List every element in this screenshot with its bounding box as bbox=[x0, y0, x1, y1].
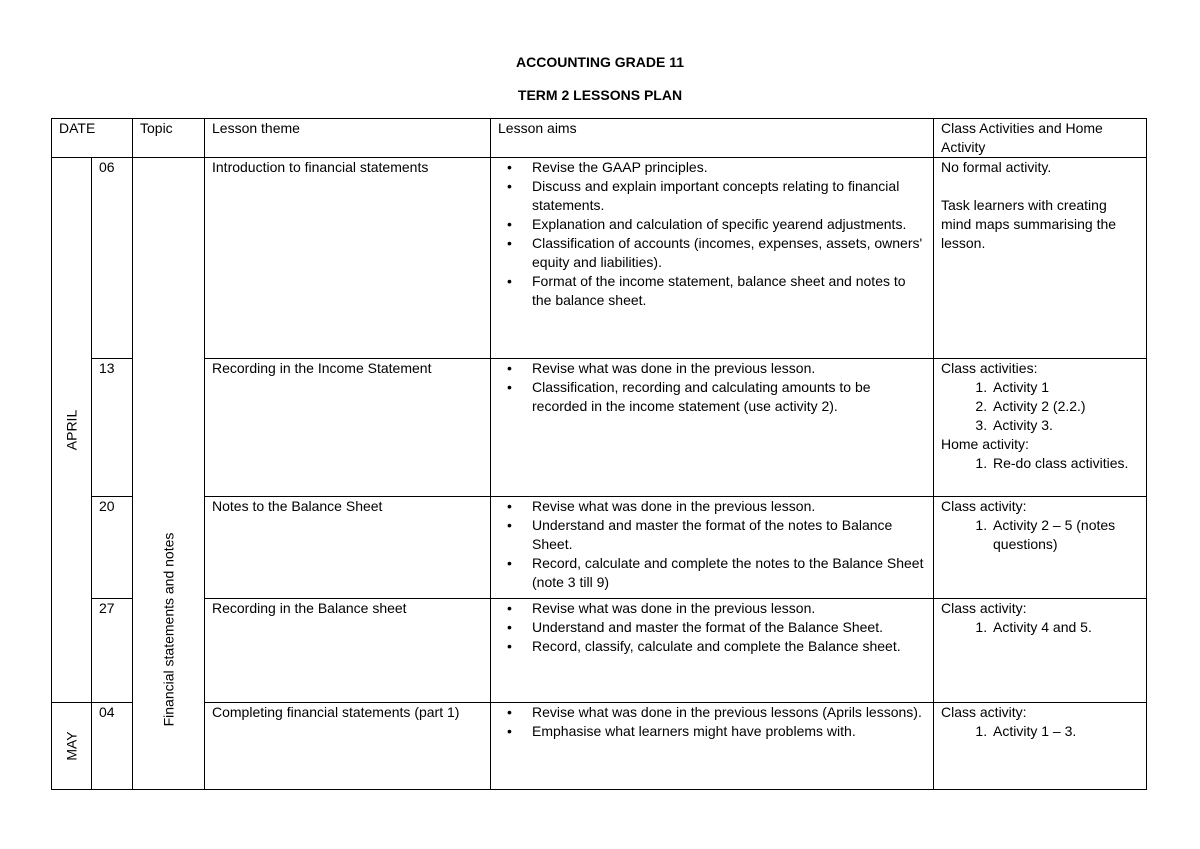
aim-item: • Revise what was done in the previous lesson. bbox=[532, 359, 927, 378]
aims-list bbox=[498, 703, 927, 741]
table-row bbox=[52, 703, 1147, 790]
day-cell: 20 bbox=[92, 497, 133, 599]
header-row bbox=[52, 119, 1147, 158]
aim-item: • Revise the GAAP principles. bbox=[532, 158, 927, 177]
lesson-aims-cell bbox=[491, 703, 934, 790]
activity-list bbox=[941, 618, 1140, 637]
aim-item: • Classification of accounts (incomes, expenses, assets, owners' equity and liabilities). bbox=[532, 234, 927, 272]
day-cell: 13 bbox=[92, 359, 133, 497]
aims-list bbox=[498, 497, 927, 592]
month-cell-april bbox=[52, 158, 92, 703]
activity-item: 1. Activity 1 bbox=[991, 378, 1140, 397]
activity-heading: Class activities: bbox=[941, 360, 1038, 376]
header-date: DATE bbox=[52, 119, 133, 158]
table-row bbox=[52, 497, 1147, 599]
home-activity-list bbox=[941, 454, 1140, 473]
lesson-theme-cell: Notes to the Balance Sheet bbox=[205, 497, 491, 599]
aims-list bbox=[498, 359, 927, 416]
document-subtitle: TERM 2 LESSONS PLAN bbox=[517, 87, 683, 103]
activity-list bbox=[941, 722, 1140, 741]
aim-item: • Emphasise what learners might have problems with. bbox=[532, 722, 927, 741]
aim-item: • Revise what was done in the previous lessons (Aprils lessons). bbox=[532, 703, 927, 722]
lesson-theme-cell: Recording in the Balance sheet bbox=[205, 599, 491, 703]
activity-item: 2. Activity 2 (2.2.) bbox=[991, 397, 1140, 416]
day-cell: 27 bbox=[92, 599, 133, 703]
lesson-theme-cell: Completing financial statements (part 1) bbox=[205, 703, 491, 790]
lesson-aims-cell bbox=[491, 497, 934, 599]
day-cell: 06 bbox=[92, 158, 133, 359]
activity-heading: Class activity: bbox=[941, 704, 1027, 720]
activity-list bbox=[941, 516, 1140, 554]
lesson-plan-table bbox=[51, 118, 1147, 790]
activity-heading: Class activity: bbox=[941, 498, 1027, 514]
activity-item: 1. Activity 1 – 3. bbox=[991, 722, 1140, 741]
table-row bbox=[52, 359, 1147, 497]
document-title: ACCOUNTING GRADE 11 bbox=[515, 54, 685, 70]
lesson-theme-cell: Recording in the Income Statement bbox=[205, 359, 491, 497]
activity-item: 1. Activity 2 – 5 (notes questions) bbox=[991, 516, 1140, 554]
month-label-may: MAY bbox=[63, 731, 79, 761]
aim-item: • Record, calculate and complete the notes to the Balance Sheet (note 3 till 9) bbox=[532, 554, 927, 592]
activity-list bbox=[941, 378, 1140, 435]
aim-item: • Revise what was done in the previous lesson. bbox=[532, 497, 927, 516]
aim-item: • Understand and master the format of the Balance Sheet. bbox=[532, 618, 927, 637]
lesson-theme-cell: Introduction to financial statements bbox=[205, 158, 491, 359]
lesson-aims-cell bbox=[491, 158, 934, 359]
header-lesson-aims: Lesson aims bbox=[491, 119, 934, 158]
activity-item: 1. Activity 4 and 5. bbox=[991, 618, 1140, 637]
activity-text: Task learners with creating mind maps summarising the lesson. bbox=[941, 197, 1117, 251]
home-activity-heading: Home activity: bbox=[941, 436, 1029, 452]
aim-item: • Explanation and calculation of specific yearend adjustments. bbox=[532, 215, 927, 234]
table-row bbox=[52, 599, 1147, 703]
activity-item: 3. Activity 3. bbox=[991, 416, 1140, 435]
month-cell-may bbox=[52, 703, 92, 790]
aim-item: • Understand and master the format of the notes to Balance Sheet. bbox=[532, 516, 927, 554]
activity-text: No formal activity. bbox=[941, 159, 1052, 175]
activity-item: 1. Re-do class activities. bbox=[991, 454, 1140, 473]
activities-cell bbox=[934, 703, 1147, 790]
aim-item: • Revise what was done in the previous lesson. bbox=[532, 599, 927, 618]
month-label-april: APRIL bbox=[63, 409, 79, 451]
aims-list bbox=[498, 599, 927, 656]
activities-cell bbox=[934, 359, 1147, 497]
aim-item: • Record, classify, calculate and complete the Balance sheet. bbox=[532, 637, 927, 656]
day-cell: 04 bbox=[92, 703, 133, 790]
topic-cell bbox=[133, 158, 205, 790]
activities-cell bbox=[934, 158, 1147, 359]
table-row bbox=[52, 158, 1147, 359]
aim-item: • Classification, recording and calculating amounts to be recorded in the income statement (use activity 2). bbox=[532, 378, 927, 416]
aim-item: • Discuss and explain important concepts relating to financial statements. bbox=[532, 177, 927, 215]
header-lesson-theme: Lesson theme bbox=[205, 119, 491, 158]
activities-cell bbox=[934, 599, 1147, 703]
lesson-aims-cell bbox=[491, 599, 934, 703]
aim-item: • Format of the income statement, balance sheet and notes to the balance sheet. bbox=[532, 272, 927, 310]
topic-label: Financial statements and notes bbox=[160, 532, 176, 727]
activity-heading: Class activity: bbox=[941, 600, 1027, 616]
aims-list bbox=[498, 158, 927, 310]
header-topic: Topic bbox=[133, 119, 205, 158]
lesson-aims-cell bbox=[491, 359, 934, 497]
header-activities: Class Activities and Home Activity bbox=[934, 119, 1147, 158]
activities-cell bbox=[934, 497, 1147, 599]
